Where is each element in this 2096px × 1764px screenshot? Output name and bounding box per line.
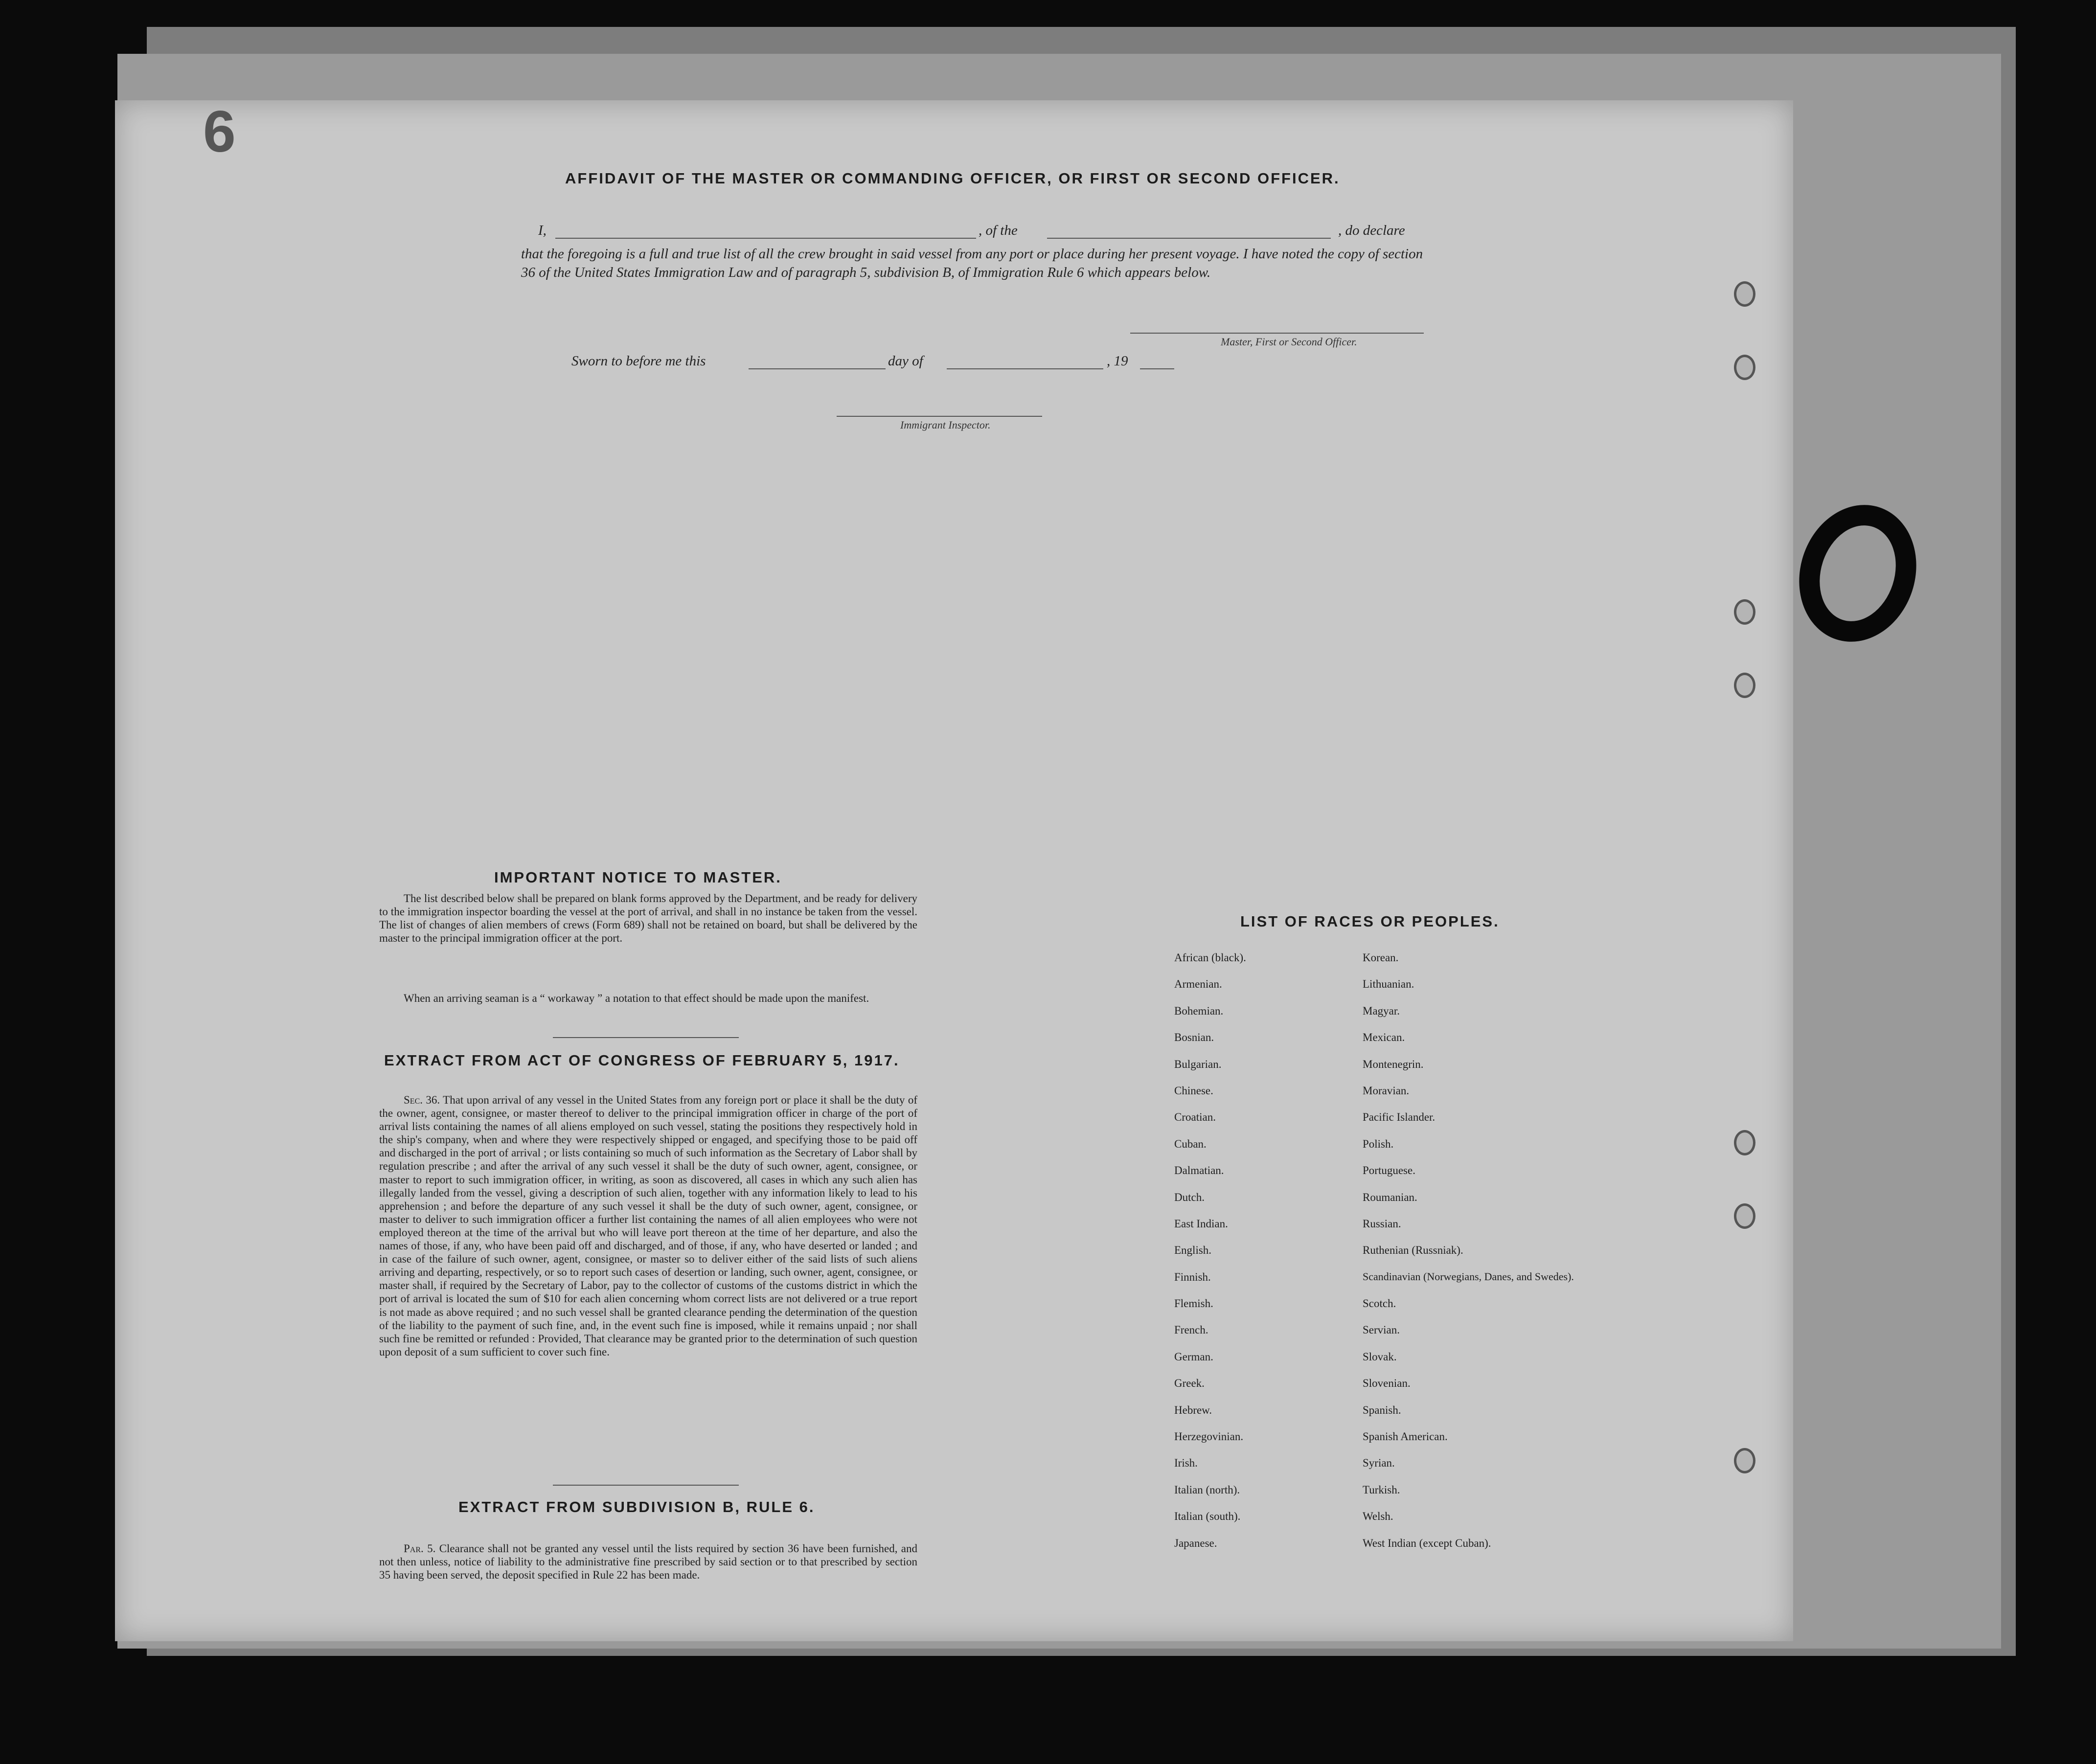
races-title: LIST OF RACES OR PEOPLES. [1240,913,1500,930]
race-item: Japanese. [1174,1537,1217,1549]
year-blank [1140,368,1174,369]
race-item: Hebrew. [1174,1403,1212,1416]
signature-line [1130,333,1424,334]
race-item: Roumanian. [1363,1191,1417,1203]
punch-hole-icon [1734,1203,1755,1229]
i-label: I, [538,223,547,238]
section-label: Sec. 36. [404,1094,440,1106]
race-item: Spanish American. [1363,1430,1448,1443]
punch-hole-icon [1734,1448,1755,1473]
section-label: Par. 5. [404,1542,436,1555]
act-extract-text [379,1093,917,1358]
race-item: Greek. [1174,1377,1205,1390]
race-item: Mexican. [1363,1031,1405,1044]
notice-title: IMPORTANT NOTICE TO MASTER. [494,869,782,886]
race-item: Slovenian. [1363,1377,1411,1390]
race-item: Ruthenian (Russniak). [1363,1244,1463,1257]
day-of-label: day of [888,353,923,369]
race-item: African (black). [1174,951,1246,964]
race-item: Servian. [1363,1324,1400,1336]
race-item: English. [1174,1244,1212,1257]
punch-hole-icon [1734,599,1755,625]
race-item: Scandinavian (Norwegians, Danes, and Swedes). [1363,1270,1574,1283]
race-item: Scotch. [1363,1297,1396,1310]
notice-paragraph: When an arriving seaman is a “ workaway ” a notation to that effect should be made upon the manifest. [404,992,869,1004]
race-item: Armenian. [1174,978,1222,991]
race-item: Spanish. [1363,1403,1401,1416]
race-item: Korean. [1363,951,1399,964]
affidavit-body: that the foregoing is a full and true list of all the crew brought in said vessel from any port or place during her present voyage. I have noted the copy of section 36 of the United States Immigration Law and of paragraph 5, subdivision B, of Immigration Rule 6 which appears below. [521,246,1423,280]
race-item: West Indian (except Cuban). [1363,1537,1491,1549]
race-item: French. [1174,1324,1208,1336]
sworn-label: Sworn to before me this [571,353,706,369]
rule-extract-title: EXTRACT FROM SUBDIVISION B, RULE 6. [458,1498,815,1515]
race-item: Chinese. [1174,1084,1213,1097]
race-item: Magyar. [1363,1004,1400,1017]
race-item: Lithuanian. [1363,978,1414,991]
race-item: Finnish. [1174,1270,1211,1283]
punch-hole-icon [1734,355,1755,380]
section-divider [553,1037,739,1038]
race-item: Bulgarian. [1174,1058,1222,1070]
affidavit-title: AFFIDAVIT OF THE MASTER OR COMMANDING OFFICER, OR FIRST OR SECOND OFFICER. [565,170,1340,187]
race-item: Welsh. [1363,1510,1393,1523]
race-item: Italian (south). [1174,1510,1241,1523]
races-list [1174,952,1605,1564]
do-declare-label: , do declare [1338,223,1405,238]
race-item: Russian. [1363,1217,1401,1230]
section-divider [553,1485,739,1486]
race-item: Herzegovinian. [1174,1430,1244,1443]
race-item: Pacific Islander. [1363,1111,1435,1124]
month-blank [947,368,1103,369]
race-item: Moravian. [1363,1084,1410,1097]
race-item: Turkish. [1363,1483,1400,1496]
race-item: Syrian. [1363,1457,1395,1470]
name-blank [555,238,976,239]
race-item: Bohemian. [1174,1004,1224,1017]
inspector-line [837,416,1042,417]
race-item: Flemish. [1174,1297,1213,1310]
punch-hole-icon [1734,281,1755,307]
act-extract-title: EXTRACT FROM ACT OF CONGRESS OF FEBRUARY 5, 1917. [384,1052,900,1069]
page-number: 6 [203,99,236,164]
rule-extract-text [379,1542,917,1582]
rule-extract-body: Clearance shall not be granted any vessel until the lists required by section 36 have been furnished, and not then unless, notice of liability to the administrative fine prescribed by said section or to that prescribed by section 35 having been served, the deposit specified in Rule 22 has been made. [379,1542,917,1582]
inspector-caption: Immigrant Inspector. [900,419,991,431]
year-label: , 19 [1107,353,1128,369]
race-item: Dutch. [1174,1191,1205,1203]
punch-hole-icon [1734,1130,1755,1155]
race-item: Irish. [1174,1457,1198,1470]
race-item: Croatian. [1174,1111,1216,1124]
race-item: Portuguese. [1363,1164,1415,1177]
race-item: Dalmatian. [1174,1164,1224,1177]
race-item: Slovak. [1363,1350,1397,1363]
race-item: Polish. [1363,1137,1394,1150]
of-the-label: , of the [979,223,1018,238]
vessel-blank [1047,238,1331,239]
signature-caption: Master, First or Second Officer. [1221,336,1357,348]
punch-hole-icon [1734,673,1755,698]
race-item: Italian (north). [1174,1483,1240,1496]
race-item: East Indian. [1174,1217,1228,1230]
race-item: German. [1174,1350,1213,1363]
act-extract-body: That upon arrival of any vessel in the United States from any foreign port or place it shall be the duty of the owner, agent, consignee, or master thereof to deliver to the principal immigration officer in charge of the port of arrival lists containing the names of all aliens employed on such vessel, stating the positions they respectively hold in the ship's company, when and where they were respectively shipped or engaged, and specifying those to be paid off and discharged in the port of arrival ; or lists containing so much of such information as the Secretary of Labor shall by regulation prescribe ; and after the arrival of any such vessel it shall be the duty of such owner, agent, consignee, or master to report to such immigration officer, in writing, as soon as discovered, all cases in which any such alien has illegally landed from the vessel, giving a description of such alien, together with any information likely to lead to his apprehension ; and before the departure of any such vessel it shall be the duty of such owner, agent, consignee, or master to deliver to such immigration officer a further list containing the names of all alien employees who were not employed thereon at the time of the arrival but who will leave port thereon at the time of her departure, and also the names of those, if any, who have been paid off and discharged, and of those, if any, who have deserted or landed ; and in case of the failure of such owner, agent, consignee, or master so to deliver either of the said lists of such aliens arriving and departing, respectively, or so to report such cases of desertion or landing, such owner, agent, consignee, or master shall, if required by the Secretary of Labor, pay to the collector of customs of the customs district in which the port of arrival is located the sum of $10 for each alien concerning whom correct lists are not delivered or a true report is not made as above required ; and no such vessel shall be granted clearance pending the determination of the question of the liability to the payment of such fine, and, in the event such fine is imposed, while it remains unpaid ; nor shall such fine be remitted or refunded : Provided, That clearance may be granted prior to the determination of such question upon deposit of a sum sufficient to cover such fine. [379,1094,917,1358]
notice-paragraph: The list described below shall be prepared on blank forms approved by the Department, and be ready for delivery to the immigration inspector boarding the vessel at the port of arrival, and shall in no instance be taken from the vessel. The list of changes of alien members of crews (Form 689) shall not be retained on board, but shall be delivered by the master to the principal immigration officer at the port. [379,892,917,945]
race-item: Cuban. [1174,1137,1207,1150]
race-item: Montenegrin. [1363,1058,1424,1070]
race-item: Bosnian. [1174,1031,1214,1044]
day-blank [749,368,886,369]
